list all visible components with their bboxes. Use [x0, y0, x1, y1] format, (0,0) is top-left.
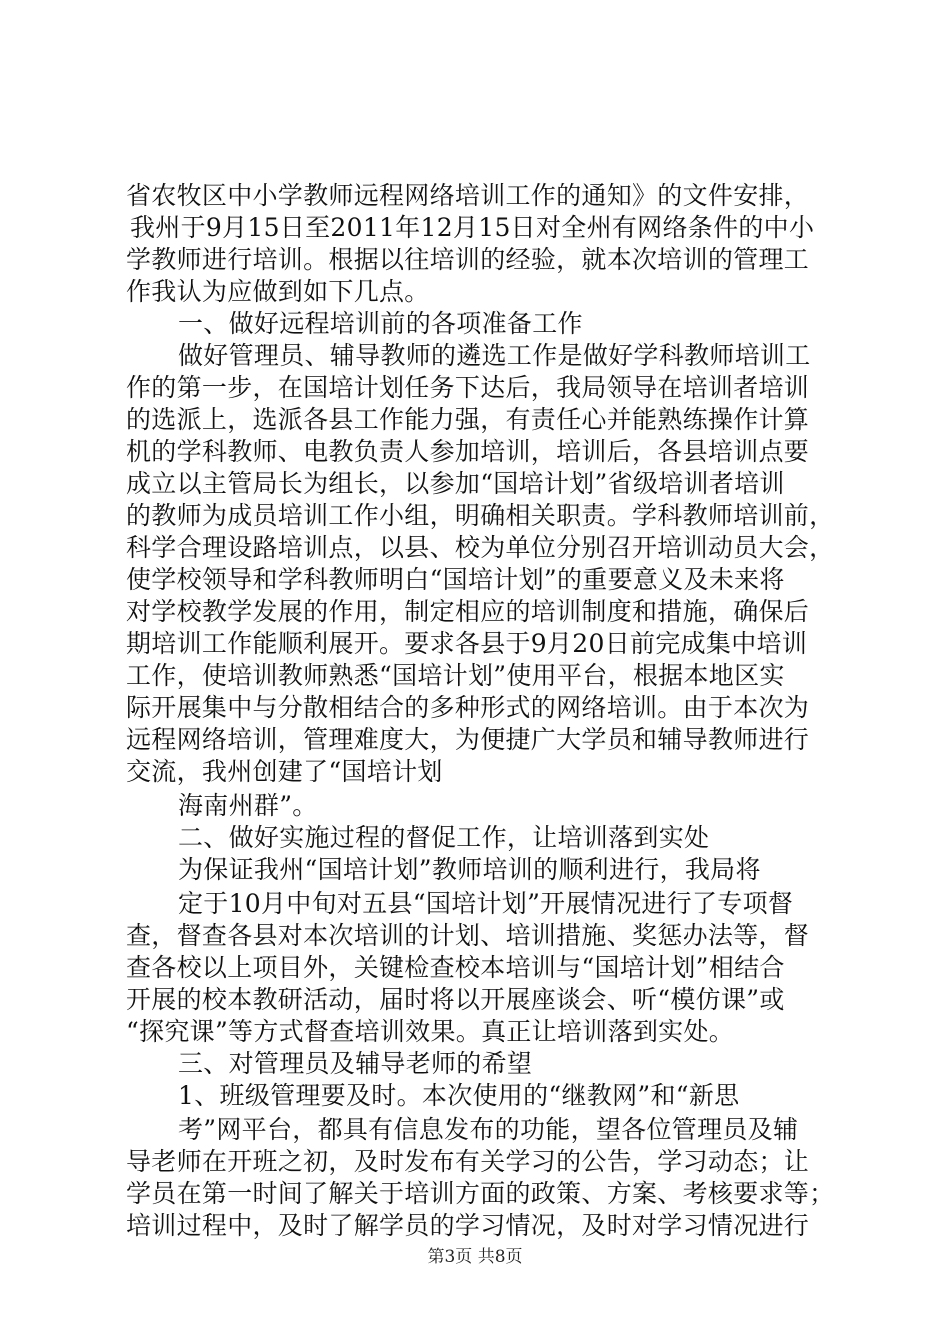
text-line: 的选派上，选派各县工作能力强，有责任心并能熟练操作计算	[126, 405, 810, 434]
text-line: 我州于9月15日至2011年12月15日对全州有网络条件的中小	[130, 213, 815, 242]
section-heading: 一、做好远程培训前的各项准备工作	[178, 309, 583, 338]
text-line: 的教师为成员培训工作小组，明确相关职责。学科教师培训前，	[126, 501, 835, 530]
text-line: 查，督查各县对本次培训的计划、培训措施、奖惩办法等，督	[126, 921, 810, 950]
text-line: 作的第一步，在国培计划任务下达后，我局领导在培训者培训	[126, 373, 810, 402]
text-line: 工作，使培训教师熟悉“国培计划”使用平台，根据本地区实	[126, 661, 785, 690]
text-line: 省农牧区中小学教师远程网络培训工作的通知》的文件安排，	[126, 181, 810, 210]
section-heading: 三、对管理员及辅导老师的希望	[178, 1049, 533, 1078]
text-line: 使学校领导和学科教师明白“国培计划”的重要意义及未来将	[126, 565, 785, 594]
text-line: 机的学科教师、电教负责人参加培训，培训后，各县培训点要	[126, 437, 810, 466]
text-line: 期培训工作能顺利展开。要求各县于9月20日前完成集中培训	[126, 629, 808, 658]
text-line: 做好管理员、辅导教师的遴选工作是做好学科教师培训工	[178, 341, 811, 370]
text-line: 远程网络培训，管理难度大，为便捷广大学员和辅导教师进行	[126, 725, 810, 754]
text-line: 培训过程中，及时了解学员的学习情况，及时对学习情况进行	[126, 1211, 810, 1240]
text-line: 海南州群”。	[178, 791, 318, 820]
text-line: 导老师在开班之初，及时发布有关学习的公告，学习动态；让	[126, 1147, 810, 1176]
text-line: “探究课”等方式督查培训效果。真正让培训落到实处。	[126, 1017, 735, 1046]
text-line: 成立以主管局长为组长，以参加“国培计划”省级培训者培训	[126, 469, 785, 498]
text-line: 交流，我州创建了“国培计划	[126, 757, 443, 786]
text-line: 考”网平台，都具有信息发布的功能，望各位管理员及辅	[178, 1115, 799, 1144]
text-line: 科学合理设路培训点，以县、校为单位分别召开培训动员大会，	[126, 533, 835, 562]
text-line: 学教师进行培训。根据以往培训的经验，就本次培训的管理工	[126, 245, 810, 274]
text-line: 作我认为应做到如下几点。	[126, 277, 430, 306]
text-line: 对学校教学发展的作用，制定相应的培训制度和措施，确保后	[126, 597, 810, 626]
page-number-footer: 第3页 共8页	[427, 1247, 523, 1267]
text-line: 1、班级管理要及时。本次使用的“继教网”和“新思	[178, 1081, 740, 1110]
text-line: 为保证我州“国培计划”教师培训的顺利进行，我局将	[178, 855, 761, 884]
text-line: 开展的校本教研活动，届时将以开展座谈会、听“模仿课”或	[126, 985, 785, 1014]
text-line: 定于10月中旬对五县“国培计划”开展情况进行了专项督	[178, 889, 794, 918]
section-heading: 二、做好实施过程的督促工作，让培训落到实处	[178, 823, 710, 852]
text-line: 查各校以上项目外，关键检查校本培训与“国培计划”相结合	[126, 953, 785, 982]
text-line: 际开展集中与分散相结合的多种形式的网络培训。由于本次为	[126, 693, 810, 722]
text-line: 学员在第一时间了解关于培训方面的政策、方案、考核要求等；	[126, 1179, 835, 1208]
